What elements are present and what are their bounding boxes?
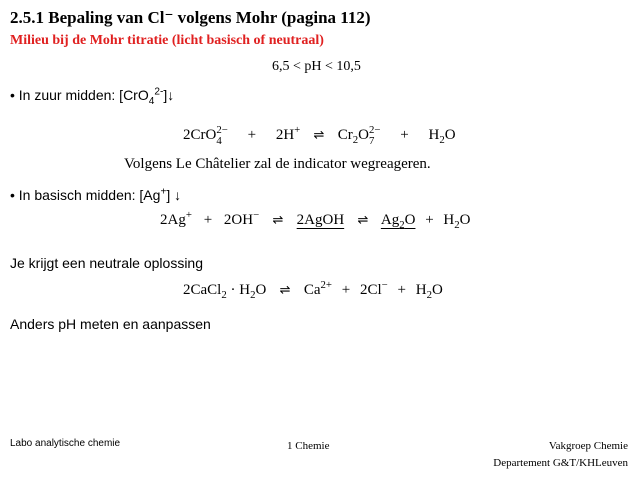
eq1-dichromate: Cr [337,127,353,144]
equilibrium-arrow-icon: ⇌ [313,128,325,144]
eq1-water: H [428,127,440,144]
eq3-calcium: Ca [303,282,321,298]
eq1-proton-charge: + [294,124,301,137]
eq1-water-sub: 2 [439,134,445,147]
eq1-chromate-sub: 4 [216,134,222,147]
eq2-water-sub: 2 [454,219,460,231]
eq3-hydrate-sub: 2 [250,289,256,301]
footer-course: Labo analytische chemie [10,438,121,449]
eq2-silver: 2Ag [160,212,186,228]
eq3-calcium-charge: 2+ [320,279,332,291]
eq1-plus: + [247,127,257,144]
eq3-hydrate: · H [226,282,251,298]
chromate-charge: 2- [154,86,164,98]
eq2-hydroxide-charge: − [253,209,260,221]
eq1-dichromate-sub: 2 [352,134,359,147]
eq2-silver-oxide-ag: Ag [380,212,400,228]
ph-range-text: 6,5 < pH < 10,5 [272,59,361,74]
silver-equilibrium [160,209,471,231]
eq1-dichromate-charge: 2− [369,124,381,136]
eq3-water: H [415,282,427,298]
eq2-silver-charge: + [185,209,192,221]
adjust-ph-text: Anders pH meten en aanpassen [10,316,211,332]
eq2-silver-hydroxide: 2AgOH [296,212,345,228]
neutral-solution-text: Je krijgt een neutrale oplossing [10,255,204,271]
eq3-plus: + [341,282,351,298]
eq1-dichromate-o: O [358,127,369,144]
le-chatelier-note: Volgens Le Châtelier zal de indicator wegreageren. [124,156,431,172]
eq2-silver-oxide-o: O [404,212,416,228]
acid-medium-bullet [10,86,175,107]
footer-department [493,438,628,472]
chromate-subscript: 4 [148,95,155,107]
eq3-water-sub: 2 [426,289,432,301]
eq3-plus-2: + [397,282,406,298]
acid-medium-tail: ]↓ [163,87,175,103]
eq3-water-tail: O [431,282,443,298]
eq2-plus-2: + [425,212,434,228]
equilibrium-arrow-icon: ⇌ [279,283,291,298]
eq1-water-tail: O [444,127,456,144]
bullet-icon: • [10,87,15,103]
basic-medium-bullet [10,187,181,203]
eq3-chloride-charge: − [381,279,388,291]
bullet-icon: • [10,187,15,203]
eq3-hydrate-tail: O [255,282,267,298]
eq1-proton: 2H [275,127,295,144]
eq2-water-tail: O [459,212,471,228]
page-subtitle: Milieu bij de Mohr titratie (licht basisch of neutraal) [10,33,324,48]
eq2-hydroxide: 2OH [223,212,254,228]
eq3-calcium-chloride: 2CaCl [183,282,222,298]
silver-charge: + [160,186,167,198]
equilibrium-arrow-icon: ⇌ [357,213,369,228]
footer-page: 1 Chemie [287,440,330,452]
eq3-chloride: 2Cl [359,282,382,298]
calcium-chloride-equilibrium [183,279,443,301]
chromate-equilibrium [183,125,456,147]
acid-medium-label: In zuur midden: [CrO [18,87,149,103]
eq1-chromate-charge: 2− [216,124,228,136]
footer-department-line1: Vakgroep Chemie [548,440,628,452]
page-title: 2.5.1 Bepaling van Cl⁻ volgens Mohr (pagina 112) [10,8,371,27]
eq3-calcium-chloride-sub: 2 [221,289,227,301]
basic-medium-label: In basisch midden: [Ag [18,187,161,203]
eq1-plus-2: + [400,127,409,144]
eq2-plus: + [203,212,213,228]
eq2-water: H [443,212,455,228]
eq1-chromate: 2CrO [183,127,217,144]
eq1-dichromate-o-sub: 7 [369,134,375,147]
eq2-silver-oxide-sub: 2 [399,219,405,231]
equilibrium-arrow-icon: ⇌ [272,213,284,228]
basic-medium-tail: ] ↓ [166,187,182,203]
footer-department-line2: Departement G&T/KHLeuven [493,457,628,469]
eq2-silver-oxide [380,212,416,231]
